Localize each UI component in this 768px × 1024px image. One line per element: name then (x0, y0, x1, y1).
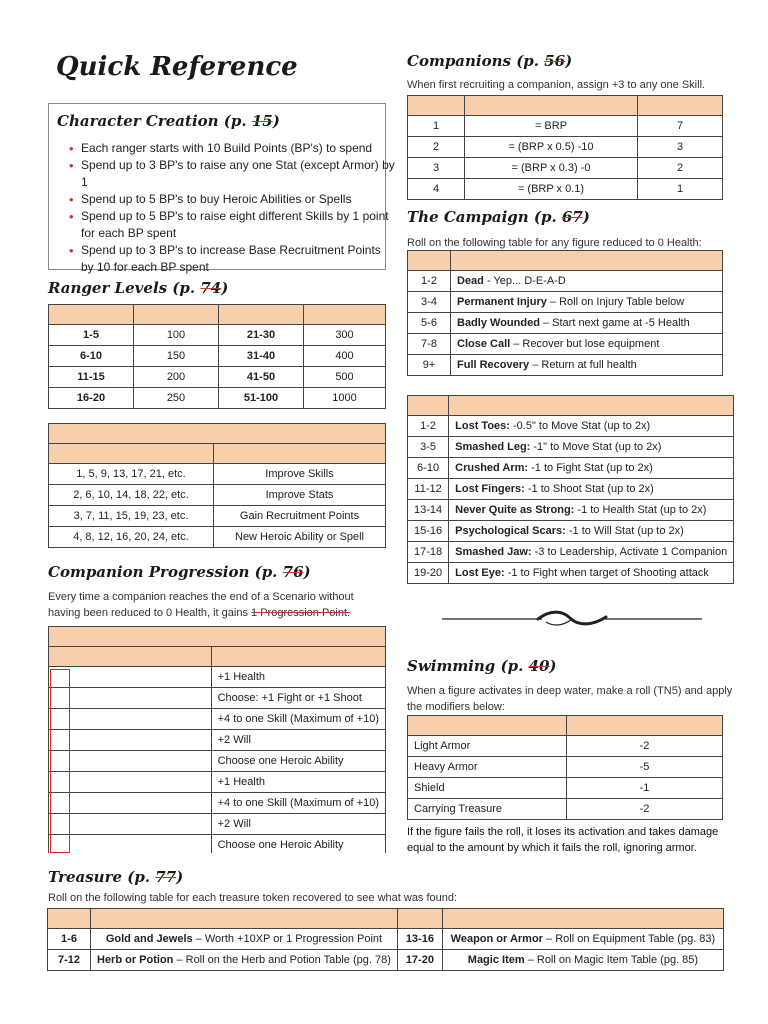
table-cell: +1 Health (211, 667, 385, 688)
table-cell: Weapon or Armor – Roll on Equipment Table (pg. 83) (442, 929, 723, 950)
table-cell: 7-12 (48, 950, 91, 971)
table-cell: 3 (408, 158, 465, 179)
table-header-row (49, 424, 386, 444)
table-row (408, 416, 734, 437)
table-row (49, 464, 386, 485)
table-cell: 16-20 (49, 388, 134, 409)
table-cell: +2 Will (211, 730, 385, 751)
table-row (49, 814, 386, 835)
table-cell: 5-6 (408, 313, 451, 334)
table-row (49, 709, 386, 730)
table-cell: Lost Fingers: -1 to Shoot Stat (up to 2x) (449, 479, 734, 500)
table-row (49, 793, 386, 814)
table-cell: 31-40 (219, 346, 304, 367)
table-cell: Badly Wounded – Start next game at -5 Health (451, 313, 723, 334)
table-row (49, 667, 386, 688)
table-row (49, 730, 386, 751)
companions-table (407, 95, 723, 200)
table-cell: 400 (304, 346, 386, 367)
swimming-table (407, 715, 723, 820)
companions-intro: When first recruiting a companion, assign +3 to any one Skill. (407, 79, 706, 91)
companion-progression-table (48, 626, 386, 853)
table-cell: -1 (567, 778, 723, 799)
list-item: • Spend up to 5 BP's to buy Heroic Abilities or Spells (81, 191, 395, 208)
table-cell: 11-12 (408, 479, 449, 500)
table-row (408, 458, 734, 479)
table-row (408, 271, 723, 292)
table-cell: 6-10 (408, 458, 449, 479)
ranger-levels-table (48, 304, 386, 409)
table-cell: Improve Stats (214, 485, 386, 506)
table-row (49, 485, 386, 506)
table-cell: Heavy Armor (408, 757, 567, 778)
table-row (408, 313, 723, 334)
campaign-title: The Campaign (p. 67) (407, 208, 590, 226)
table-cell: 3-4 (408, 292, 451, 313)
table-cell: 13-16 (397, 929, 442, 950)
table-cell: 1-2 (408, 416, 449, 437)
treasure-intro: Roll on the following table for each treasure token recovered to see what was found: (48, 892, 458, 904)
campaign-intro: Roll on the following table for any figure reduced to 0 Health: (407, 237, 702, 249)
table-cell: Dead - Yep... D-E-A-D (451, 271, 723, 292)
list-item: • Spend up to 3 BP's to increase Base Recruitment Points by 10 for each BP spent (81, 242, 395, 276)
table-cell: Light Armor (408, 736, 567, 757)
table-cell: Herb or Potion – Roll on the Herb and Potion Table (pg. 78) (91, 950, 398, 971)
table-cell: Smashed Jaw: -3 to Leadership, Activate 1 Companion (449, 542, 734, 563)
flourish-divider-icon (442, 606, 702, 632)
table-cell: 2 (638, 158, 723, 179)
table-cell: Gain Recruitment Points (214, 506, 386, 527)
table-cell: 200 (134, 367, 219, 388)
table-row (408, 292, 723, 313)
table-cell: Choose: +1 Fight or +1 Shoot (211, 688, 385, 709)
table-cell: 9+ (408, 355, 451, 376)
table-cell: Choose one Heroic Ability (211, 835, 385, 854)
page-title: Quick Reference (56, 52, 298, 82)
red-highlight-annotation (50, 669, 70, 853)
table-cell: Crushed Arm: -1 to Fight Stat (up to 2x) (449, 458, 734, 479)
table-cell: 1-2 (408, 271, 451, 292)
table-header-row (408, 396, 734, 416)
table-cell: 4, 8, 12, 16, 20, 24, etc. (49, 527, 214, 548)
table-cell: 19-20 (408, 563, 449, 584)
table-cell: 7 (638, 116, 723, 137)
table-cell: 1000 (304, 388, 386, 409)
table-cell: 2 (408, 137, 465, 158)
table-cell: 15-16 (408, 521, 449, 542)
table-cell: +2 Will (211, 814, 385, 835)
table-header-row (49, 627, 386, 647)
table-cell: 17-20 (397, 950, 442, 971)
table-row (408, 116, 723, 137)
table-cell: Close Call – Recover but lose equipment (451, 334, 723, 355)
companions-title: Companions (p. 56) (407, 52, 573, 70)
table-header-row (49, 647, 386, 667)
table-row (408, 500, 734, 521)
swimming-intro: When a figure activates in deep water, make a roll (TN5) and apply the modifiers below: (407, 685, 733, 713)
table-cell: New Heroic Ability or Spell (214, 527, 386, 548)
table-cell: 4 (408, 179, 465, 200)
table-cell: Shield (408, 778, 567, 799)
table-cell: 250 (134, 388, 219, 409)
table-row (408, 778, 723, 799)
table-cell: Lost Toes: -0.5" to Move Stat (up to 2x) (449, 416, 734, 437)
table-row (48, 929, 724, 950)
table-cell: Permanent Injury – Roll on Injury Table below (451, 292, 723, 313)
table-cell: 1 (408, 116, 465, 137)
table-cell: 300 (304, 325, 386, 346)
table-cell: Choose one Heroic Ability (211, 751, 385, 772)
table-cell: 1-5 (49, 325, 134, 346)
table-row (408, 563, 734, 584)
table-cell: 100 (134, 325, 219, 346)
table-cell: = (BRP x 0.3) -0 (465, 158, 638, 179)
table-row (408, 736, 723, 757)
table-cell: Smashed Leg: -1" to Move Stat (up to 2x) (449, 437, 734, 458)
injury-table (407, 395, 734, 584)
companion-progression-text: Every time a companion reaches the end of a Scenario without having been reduced to 0 Health, it gains 1 Progression Point. (48, 591, 354, 619)
table-cell: 21-30 (219, 325, 304, 346)
table-header-row (408, 96, 723, 116)
table-cell: 2, 6, 10, 14, 18, 22, etc. (49, 485, 214, 506)
table-header-row (408, 716, 723, 736)
table-cell: Never Quite as Strong: -1 to Health Stat (up to 2x) (449, 500, 734, 521)
table-row (49, 346, 386, 367)
table-row (408, 437, 734, 458)
table-cell: 3-5 (408, 437, 449, 458)
character-creation-list (67, 140, 395, 276)
table-cell: Magic Item – Roll on Magic Item Table (pg. 85) (442, 950, 723, 971)
table-cell: 1-6 (48, 929, 91, 950)
level-gains-table (48, 423, 386, 548)
swimming-title: Swimming (p. 40) (407, 657, 557, 675)
table-cell: 1, 5, 9, 13, 17, 21, etc. (49, 464, 214, 485)
campaign-table (407, 250, 723, 376)
table-header-row (49, 444, 386, 464)
table-header-row (48, 909, 724, 929)
table-row (408, 757, 723, 778)
table-cell: -5 (567, 757, 723, 778)
table-cell: Psychological Scars: -1 to Will Stat (up to 2x) (449, 521, 734, 542)
table-row (49, 751, 386, 772)
table-row (49, 835, 386, 854)
ranger-levels-title: Ranger Levels (p. 74) (48, 279, 229, 297)
table-header-row (408, 251, 723, 271)
treasure-table (47, 908, 724, 971)
table-cell: 500 (304, 367, 386, 388)
table-row (408, 334, 723, 355)
table-row (408, 179, 723, 200)
table-row (408, 158, 723, 179)
list-item: • Spend up to 5 BP's to raise eight different Skills by 1 point for each BP spent (81, 208, 395, 242)
table-cell: -2 (567, 736, 723, 757)
companion-progression-table-wrap (48, 626, 388, 853)
table-row (49, 388, 386, 409)
list-item: • Each ranger starts with 10 Build Points (BP's) to spend (81, 140, 395, 157)
table-cell: 51-100 (219, 388, 304, 409)
list-item: • Spend up to 3 BP's to raise any one Stat (except Armor) by 1 (81, 157, 395, 191)
table-cell: 11-15 (49, 367, 134, 388)
table-cell: Carrying Treasure (408, 799, 567, 820)
table-row (49, 325, 386, 346)
table-cell: 3 (638, 137, 723, 158)
character-creation-box (48, 103, 395, 274)
table-row (408, 137, 723, 158)
companion-progression-title: Companion Progression (p. 76) (48, 563, 311, 581)
table-header-row (49, 305, 386, 325)
table-row (408, 355, 723, 376)
table-cell: = BRP (465, 116, 638, 137)
table-cell: = (BRP x 0.5) -10 (465, 137, 638, 158)
table-row (49, 688, 386, 709)
table-row (408, 542, 734, 563)
table-row (48, 950, 724, 971)
table-cell: Improve Skills (214, 464, 386, 485)
table-cell: +1 Health (211, 772, 385, 793)
table-cell: Full Recovery – Return at full health (451, 355, 723, 376)
table-row (49, 772, 386, 793)
table-cell: +4 to one Skill (Maximum of +10) (211, 793, 385, 814)
table-cell: Gold and Jewels – Worth +10XP or 1 Progression Point (91, 929, 398, 950)
table-cell: 150 (134, 346, 219, 367)
table-cell: 13-14 (408, 500, 449, 521)
treasure-title: Treasure (p. 77) (48, 868, 184, 886)
table-cell: +4 to one Skill (Maximum of +10) (211, 709, 385, 730)
table-cell: 7-8 (408, 334, 451, 355)
table-row (408, 799, 723, 820)
table-row (49, 367, 386, 388)
table-cell: 17-18 (408, 542, 449, 563)
swimming-outro: If the figure fails the roll, it loses its activation and takes damage equal to the amount by which it fails the roll, ignoring armor. (407, 826, 719, 854)
table-cell: 1 (638, 179, 723, 200)
table-cell: 3, 7, 11, 15, 19, 23, etc. (49, 506, 214, 527)
table-cell: Lost Eye: -1 to Fight when target of Shooting attack (449, 563, 734, 584)
table-cell: 6-10 (49, 346, 134, 367)
table-row (408, 521, 734, 542)
table-row (408, 479, 734, 500)
table-row (49, 527, 386, 548)
table-row (49, 506, 386, 527)
character-creation-title: Character Creation (p. 15) (57, 112, 280, 130)
table-cell: -2 (567, 799, 723, 820)
table-cell: 41-50 (219, 367, 304, 388)
table-cell: = (BRP x 0.1) (465, 179, 638, 200)
